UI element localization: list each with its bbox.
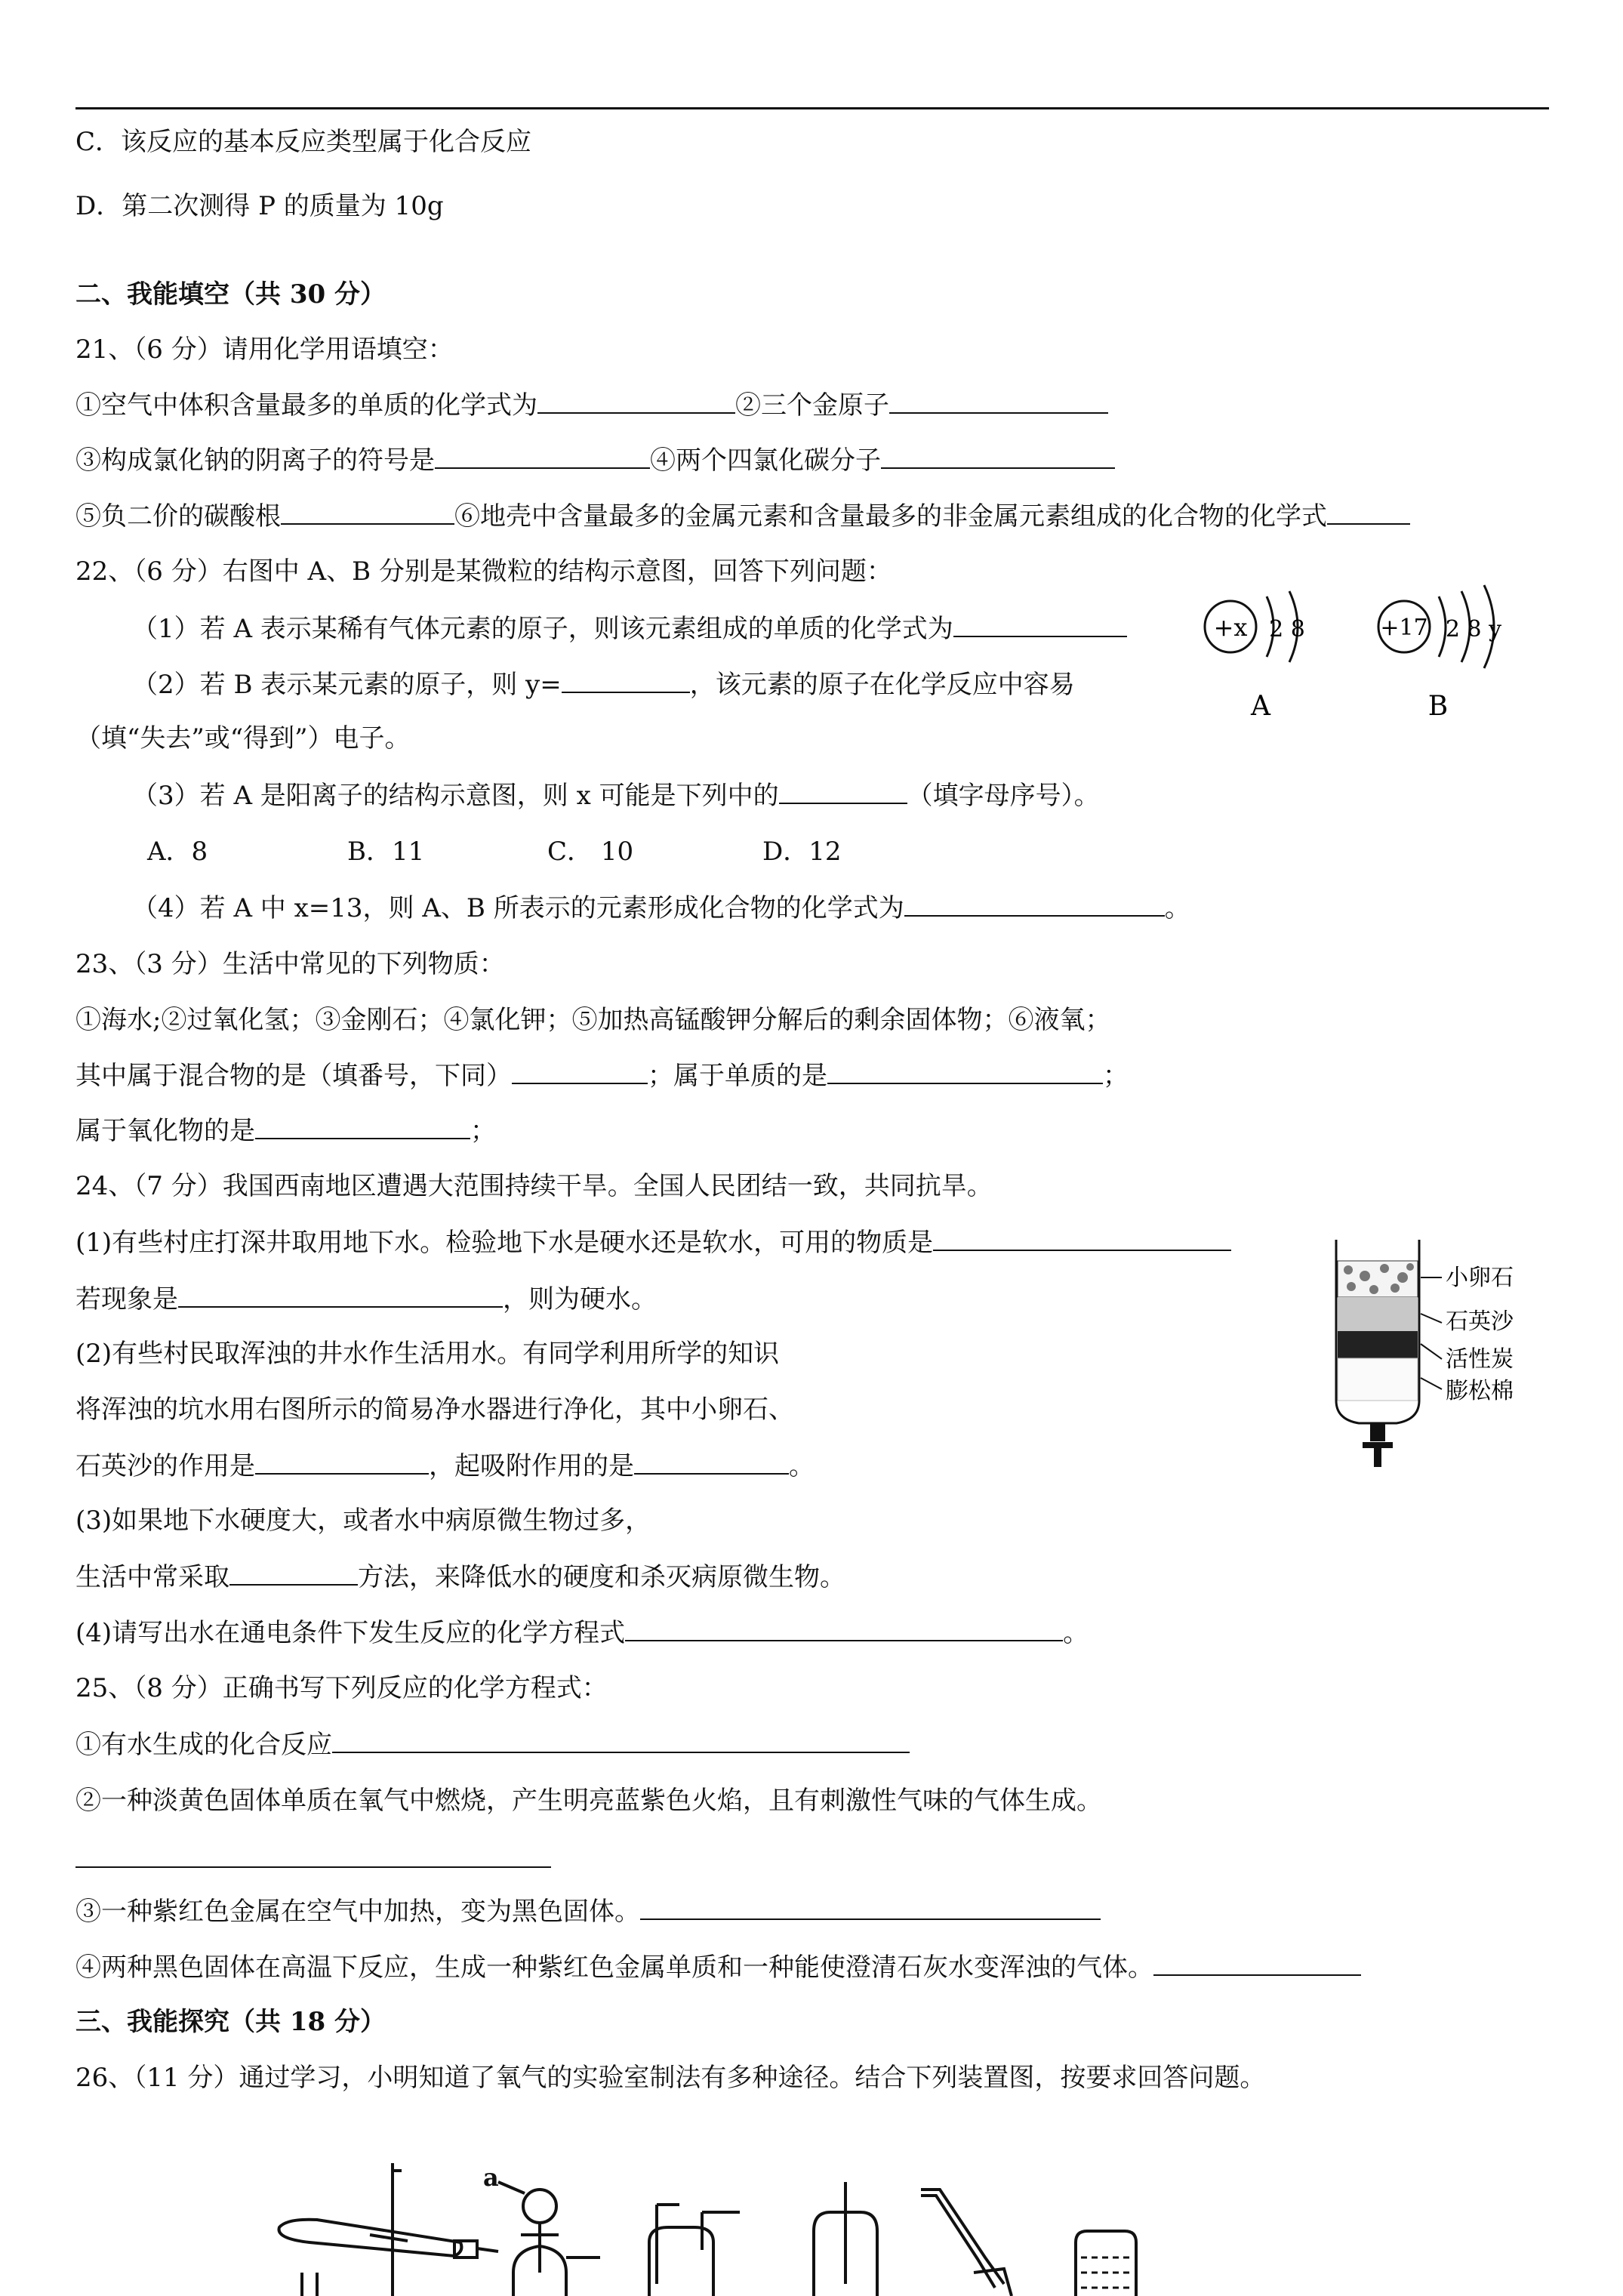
answer-blank[interactable]: [537, 390, 735, 414]
answer-blank[interactable]: [512, 1060, 648, 1084]
section-3-heading: 三、我能探究（共 18 分）: [75, 2007, 386, 2037]
q24-part-3: (3)如果地下水硬度大，或者水中病原微生物过多，: [75, 1505, 651, 1536]
apparatus-c-gas-bottle: [649, 2205, 740, 2296]
apparatus-e-bent-tube: [921, 2190, 1012, 2296]
q24-part-2-blanks: 石英沙的作用是 ，起吸附作用的是 。: [75, 1451, 815, 1481]
option-a: A．8: [147, 837, 208, 867]
apparatus-d-collecting-bottle: [814, 2182, 877, 2296]
q25-part-1: ①有水生成的化合反应: [75, 1729, 910, 1760]
q22-part-2: （2）若 B 表示某元素的原子，则 y= ，该元素的原子在化学反应中容易: [132, 670, 1075, 700]
answer-blank[interactable]: [229, 1561, 358, 1586]
atom-a-diagram: [1205, 591, 1305, 722]
q24-stem: 24、（7 分）我国西南地区遭遇大范围持续干旱。全国人民团结一致，共同抗旱。: [75, 1171, 993, 1201]
q21-line-1: ①空气中体积含量最多的单质的化学式为 ②三个金原子: [75, 390, 1108, 421]
filter-label-carbon: 活性炭: [1446, 1346, 1514, 1373]
activated-carbon-layer: [1338, 1331, 1418, 1358]
atom-b-nucleus: +17: [1380, 615, 1428, 641]
answer-blank[interactable]: [953, 613, 1127, 637]
q26-stem: 26、（11 分）通过学习，小明知道了氧气的实验室制法有多种途径。结合下列装置图，按要求回答问题。: [75, 2063, 1266, 2093]
answer-blank[interactable]: [625, 1617, 1063, 1641]
q21-stem: 21、（6 分）请用化学用语填空：: [75, 334, 454, 365]
outlet-valve: [1370, 1423, 1385, 1441]
q24-part-1: (1)有些村庄打深井取用地下水。检验地下水是硬水还是软水，可用的物质是: [75, 1227, 1231, 1258]
water-purifier-diagram: [1329, 1238, 1548, 1472]
option-d-choice: D．12: [762, 837, 842, 867]
answer-blank[interactable]: [281, 501, 454, 525]
q25-part-4: ④两种黑色固体在高温下反应，生成一种紫红色金属单质和一种能使澄清石灰水变浑浊的气体。: [75, 1952, 1361, 1983]
answer-blank[interactable]: [827, 1060, 1103, 1084]
filter-label-sand: 石英沙: [1446, 1308, 1514, 1335]
q24-part-2: (2)有些村民取浑浊的井水作生活用水。有同学利用所学的知识: [75, 1339, 780, 1369]
apparatus-b-separatory-funnel: [483, 2163, 600, 2296]
answer-blank[interactable]: [640, 1896, 1101, 1920]
answer-blank[interactable]: [332, 1729, 910, 1753]
q24-part-1-cont: 若现象是 ，则为硬水。: [75, 1284, 657, 1314]
answer-blank[interactable]: [634, 1450, 789, 1475]
q22-stem: 22、（6 分）右图中 A、B 分别是某微粒的结构示意图，回答下列问题：: [75, 556, 892, 587]
q23-line-2: 属于氧化物的是 ；: [75, 1116, 496, 1146]
answer-blank[interactable]: [435, 445, 650, 469]
section-2-heading: 二、我能填空（共 30 分）: [75, 279, 386, 310]
quartz-sand-layer: [1338, 1297, 1418, 1331]
apparatus-f-water-trough: [1076, 2231, 1136, 2296]
answer-blank[interactable]: [178, 1284, 503, 1308]
answer-blank[interactable]: [255, 1115, 470, 1139]
answer-blank[interactable]: [904, 892, 1165, 917]
lab-apparatus-diagram: [257, 2159, 1223, 2296]
apparatus-label-a: a: [483, 2163, 499, 2192]
apparatus-a-heating-tube: [279, 2163, 499, 2296]
q25-part-2: ②一种淡黄色固体单质在氧气中燃烧，产生明亮蓝紫色火焰，且有刺激性气味的气体生成。: [75, 1786, 1102, 1816]
q22-options: [147, 837, 842, 867]
answer-blank[interactable]: [75, 1866, 551, 1868]
atom-a-shells: 2 8: [1269, 616, 1305, 643]
q25-stem: 25、（8 分）正确书写下列反应的化学方程式：: [75, 1673, 608, 1703]
q24-part-2-cont: 将浑浊的坑水用右图所示的简易净水器进行净化，其中小卵石、: [75, 1395, 794, 1425]
option-c: C．该反应的基本反应类型属于化合反应: [75, 127, 532, 157]
atom-structure-diagrams: [1193, 578, 1548, 736]
q24-part-4: (4)请写出水在通电条件下发生反应的化学方程式 。: [75, 1618, 1089, 1648]
top-rule: [75, 107, 1549, 109]
answer-blank[interactable]: [1153, 1952, 1361, 1976]
q22-part-1: （1）若 A 表示某稀有气体元素的原子，则该元素组成的单质的化学式为: [132, 613, 1127, 644]
q24-part-3-cont: 生活中常采取 方法，来降低水的硬度和杀灭病原微生物。: [75, 1562, 845, 1592]
filter-label-cotton: 膨松棉: [1446, 1378, 1514, 1404]
cotton-layer: [1338, 1358, 1418, 1401]
atom-b-shells: 2 8 y: [1445, 616, 1502, 643]
answer-blank[interactable]: [255, 1450, 429, 1475]
atom-a-label: A: [1251, 691, 1270, 722]
q21-line-3: ⑤负二价的碳酸根 ⑥地壳中含量最多的金属元素和含量最多的非金属元素组成的化合物的化学式: [75, 501, 1410, 532]
atom-a-nucleus: +x: [1213, 613, 1248, 642]
q21-line-2: ③构成氯化钠的阴离子的符号是 ④两个四氯化碳分子: [75, 445, 1115, 476]
answer-blank[interactable]: [889, 390, 1108, 414]
q22-part-2-cont: （填“失去”或“得到”）电子。: [75, 723, 411, 754]
atom-b-diagram: [1378, 585, 1501, 722]
option-b: B．11: [347, 837, 425, 867]
q23-stem: 23、（3 分）生活中常见的下列物质：: [75, 949, 505, 979]
atom-b-label: B: [1427, 691, 1449, 722]
option-c-choice: C． 10: [547, 837, 634, 867]
answer-blank[interactable]: [933, 1227, 1231, 1251]
answer-blank[interactable]: [1327, 501, 1410, 525]
q22-part-4: （4）若 A 中 x=13，则 A、B 所表示的元素形成化合物的化学式为 。: [132, 893, 1190, 923]
answer-blank[interactable]: [779, 780, 907, 804]
q23-list: ①海水;②过氧化氢；③金刚石；④氯化钾；⑤加热高锰酸钾分解后的剩余固体物；⑥液氧；: [75, 1005, 1111, 1035]
q22-part-3: （3）若 A 是阳离子的结构示意图，则 x 可能是下列中的 （填字母序号）。: [132, 781, 1100, 811]
filter-label-pebbles: 小卵石: [1446, 1265, 1514, 1291]
q23-line-1: 其中属于混合物的是（填番号，下同） ；属于单质的是 ；: [75, 1061, 1129, 1091]
answer-blank[interactable]: [562, 669, 690, 693]
option-d: D．第二次测得 P 的质量为 10g: [75, 191, 444, 221]
answer-blank[interactable]: [881, 445, 1115, 469]
q25-part-3: ③一种紫红色金属在空气中加热，变为黑色固体。: [75, 1896, 1101, 1927]
